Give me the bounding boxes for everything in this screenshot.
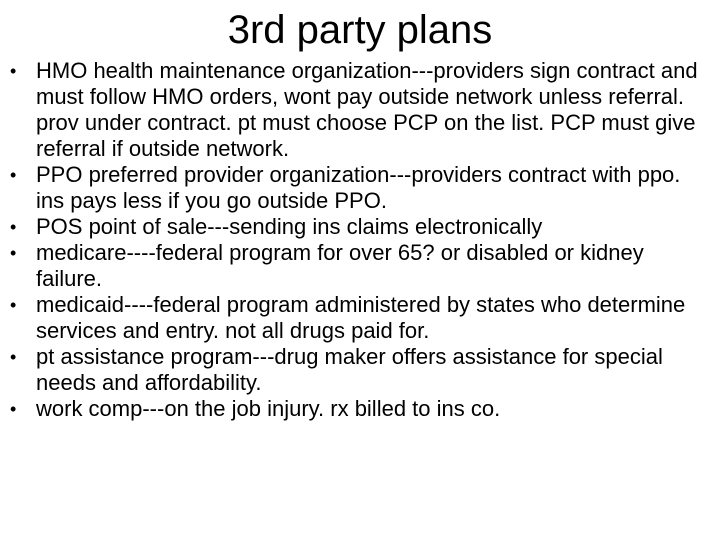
bullet-list bbox=[8, 58, 708, 422]
bullet-pt-assistance: • pt assistance program---drug maker offers assistance for special needs and affordability. bbox=[8, 344, 708, 396]
bullet-medicare: • medicare----federal program for over 65? or disabled or kidney failure. bbox=[8, 240, 708, 292]
bullet-work-comp: • work comp---on the job injury. rx billed to ins co. bbox=[8, 396, 708, 422]
bullet-medicaid: • medicaid----federal program administered by states who determine services and entry. not all drugs paid for. bbox=[8, 292, 708, 344]
slide-title: 3rd party plans bbox=[227, 8, 493, 52]
bullet-ppo: • PPO preferred provider organization---providers contract with ppo. ins pays less if you go outside PPO. bbox=[8, 162, 708, 214]
bullet-hmo: • HMO health maintenance organization---providers sign contract and must follow HMO orders, wont pay outside network unless referral. prov under contract. pt must choose PCP on the list. PCP must give referral if outside network. bbox=[8, 58, 708, 162]
bullet-pos: • POS point of sale---sending ins claims electronically bbox=[8, 214, 708, 240]
